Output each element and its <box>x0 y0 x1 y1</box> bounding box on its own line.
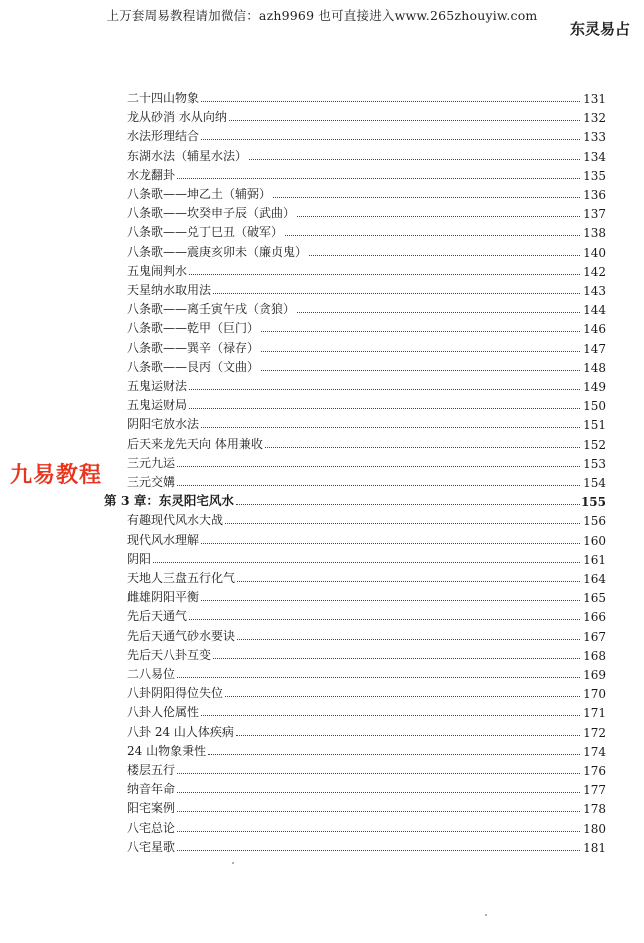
toc-page-number: 172 <box>583 725 606 740</box>
toc-dot-leader <box>261 370 580 371</box>
toc-dot-leader <box>201 101 580 102</box>
toc-entry-title: 24 山物象秉性 <box>127 743 207 758</box>
toc-entry-title: 五鬼运财局 <box>127 398 188 413</box>
toc-dot-leader <box>261 351 580 352</box>
toc-dot-leader <box>265 447 580 448</box>
toc-entry[interactable] <box>0 837 644 855</box>
toc-dot-leader <box>236 504 580 505</box>
toc-entry[interactable] <box>0 222 644 240</box>
toc-entry[interactable] <box>0 357 644 375</box>
toc-page-number: 167 <box>583 629 606 644</box>
toc-entry[interactable] <box>0 414 644 432</box>
toc-entry-title: 阳宅案例 <box>127 801 176 816</box>
toc-entry-title: 三元交媾 <box>127 475 176 489</box>
toc-page-number: 174 <box>583 744 606 759</box>
toc-entry-title: 八条歌——坎癸申子辰（武曲） <box>127 206 296 221</box>
toc-page-number: 181 <box>583 840 606 855</box>
header-url-line: 上万套周易教程请加微信：azh9969 也可直接进入www.265zhouyiw.com <box>106 8 538 23</box>
scan-speck <box>232 862 234 864</box>
toc-entry-title: 二八易位 <box>127 667 176 681</box>
toc-dot-leader <box>177 811 580 812</box>
toc-entry[interactable] <box>0 798 644 816</box>
toc-page-number: 160 <box>583 533 606 548</box>
toc-page-number: 140 <box>583 245 606 260</box>
toc-entry[interactable] <box>0 549 644 567</box>
toc-entry-title: 八卦 24 山人体疾病 <box>127 724 234 739</box>
toc-page-number: 146 <box>583 322 606 337</box>
toc-page-number: 134 <box>583 149 606 164</box>
toc-entry-title: 八条歌——震庚亥卯未（廉贞鬼） <box>127 244 308 259</box>
toc-entry-title: 天地人三盘五行化气 <box>127 571 236 585</box>
toc-entry-title: 五鬼闹判水 <box>127 263 188 278</box>
toc-entry-title: 现代风水理解 <box>127 532 200 547</box>
toc-dot-leader <box>236 735 580 736</box>
toc-page-number: 156 <box>583 514 606 529</box>
toc-entry-title: 水法形理结合 <box>127 129 200 144</box>
toc-dot-leader <box>189 619 580 620</box>
toc-entry[interactable] <box>0 606 644 624</box>
toc-entry-title: 八卦阴阳得位失位 <box>127 686 224 701</box>
toc-page-number: 135 <box>583 168 606 183</box>
toc-entry-title: 三元九运 <box>127 455 176 470</box>
toc-dot-leader <box>177 773 580 774</box>
brand-label: 东灵易占 <box>569 20 630 38</box>
toc-entry[interactable] <box>0 741 644 759</box>
toc-entry[interactable] <box>0 568 644 586</box>
toc-dot-leader <box>249 159 580 160</box>
toc-entry-title: 有趣现代风水大战 <box>127 513 224 528</box>
toc-page-number: 153 <box>583 456 606 471</box>
toc-entry-title: 先后天通气 <box>127 609 188 624</box>
toc-entry-title: 纳音年命 <box>127 782 176 797</box>
toc-page-number: 148 <box>583 360 606 375</box>
toc-page-number: 151 <box>583 418 606 433</box>
toc-entry[interactable] <box>0 530 644 548</box>
toc-dot-leader <box>177 831 580 832</box>
toc-dot-leader <box>189 408 580 409</box>
toc-entry-title: 先后天通气砂水要诀 <box>127 628 236 643</box>
toc-dot-leader <box>213 658 580 659</box>
toc-dot-leader <box>213 293 580 294</box>
watermark-logo: 九易教程 <box>10 463 103 488</box>
toc-page-number: 177 <box>583 783 606 798</box>
toc-dot-leader <box>177 850 580 851</box>
toc-dot-leader <box>177 485 580 486</box>
toc-entry-title: 八宅星歌 <box>127 839 176 854</box>
toc-entry-title: 八条歌——坤乙土（辅弼） <box>127 187 272 201</box>
toc-dot-leader <box>297 216 580 217</box>
toc-dot-leader <box>153 562 580 563</box>
toc-dot-leader <box>177 677 580 678</box>
toc-dot-leader <box>273 197 580 198</box>
toc-entry[interactable] <box>0 818 644 836</box>
toc-entry[interactable] <box>0 280 644 298</box>
toc-entry[interactable] <box>0 261 644 279</box>
toc-page-number: 137 <box>583 207 606 222</box>
toc-dot-leader <box>285 235 580 236</box>
toc-entry-title: 东湖水法（辅星水法） <box>127 148 248 163</box>
toc-dot-leader <box>201 427 580 428</box>
toc-entry-title: 二十四山物象 <box>127 91 200 105</box>
toc-page-number: 136 <box>583 188 606 202</box>
toc-dot-leader <box>177 466 580 467</box>
toc-entry[interactable] <box>0 587 644 605</box>
toc-entry[interactable] <box>0 376 644 394</box>
toc-entry-title: 天星纳水取用法 <box>127 283 212 297</box>
toc-entry[interactable] <box>0 434 644 452</box>
toc-dot-leader <box>297 312 580 313</box>
toc-entry-title: 八条歌——离壬寅午戌（贪狼） <box>127 302 296 317</box>
toc-entry[interactable] <box>0 88 644 106</box>
toc-entry[interactable] <box>0 664 644 682</box>
toc-dot-leader <box>189 389 580 390</box>
toc-dot-leader <box>237 581 580 582</box>
scan-speck <box>485 914 487 916</box>
toc-entry-title: 楼层五行 <box>127 763 176 777</box>
toc-entry-title: 八条歌——艮丙（文曲） <box>127 359 260 374</box>
toc-entry[interactable] <box>0 645 644 663</box>
toc-entry[interactable] <box>0 299 644 317</box>
toc-chapter-entry[interactable] <box>0 491 644 509</box>
toc-entry[interactable] <box>0 472 644 490</box>
toc-page-number: 180 <box>583 821 606 836</box>
toc-entry[interactable] <box>0 760 644 778</box>
toc-dot-leader <box>189 274 580 275</box>
toc-entry-title: 第 3 章：东灵阳宅风水 <box>104 493 234 509</box>
toc-dot-leader <box>261 331 580 332</box>
toc-entry[interactable] <box>0 395 644 413</box>
toc-entry-title: 八卦人伦属性 <box>127 705 200 720</box>
toc-entry-title: 八条歌——巽辛（禄存） <box>127 340 260 355</box>
toc-dot-leader <box>201 139 580 140</box>
toc-entry[interactable] <box>0 626 644 644</box>
toc-entry-title: 先后天八卦互变 <box>127 647 212 662</box>
toc-page-number: 176 <box>583 764 606 778</box>
toc-entry[interactable] <box>0 146 644 164</box>
toc-dot-leader <box>229 120 580 121</box>
toc-page-number: 132 <box>583 111 606 126</box>
toc-entry[interactable] <box>0 453 644 471</box>
toc-entry[interactable] <box>0 165 644 183</box>
toc-dot-leader <box>177 792 580 793</box>
toc-entry[interactable] <box>0 126 644 144</box>
toc-page-number: 155 <box>580 495 606 510</box>
toc-dot-leader <box>201 600 580 601</box>
toc-dot-leader <box>225 523 580 524</box>
toc-entry[interactable] <box>0 722 644 740</box>
toc-page-number: 150 <box>583 399 606 414</box>
toc-entry[interactable] <box>0 107 644 125</box>
toc-entry-title: 八条歌——兑丁巳丑（破军） <box>127 225 284 240</box>
toc-entry[interactable] <box>0 318 644 336</box>
toc-entry[interactable] <box>0 203 644 221</box>
toc-dot-leader <box>201 715 580 716</box>
toc-page-number: 152 <box>583 437 606 452</box>
toc-page-number: 178 <box>583 802 606 817</box>
toc-entry-title: 雌雄阴阳平衡 <box>127 590 200 605</box>
toc-page-number: 161 <box>583 552 606 567</box>
toc-page-number: 138 <box>583 226 606 241</box>
toc-page-number: 169 <box>583 668 606 682</box>
toc-page-number: 131 <box>583 92 606 106</box>
toc-entry[interactable] <box>0 702 644 720</box>
toc-entry-title: 五鬼运财法 <box>127 379 188 393</box>
toc-page-number: 142 <box>583 264 606 279</box>
toc-entry-title: 八宅总论 <box>127 820 176 835</box>
toc-page-number: 149 <box>583 380 606 394</box>
toc-dot-leader <box>237 639 580 640</box>
toc-page-number: 170 <box>583 687 606 702</box>
toc-entry-title: 八条歌——乾甲（巨门） <box>127 321 260 336</box>
toc-page-number: 171 <box>583 706 606 721</box>
toc-dot-leader <box>177 178 580 179</box>
toc-dot-leader <box>309 255 580 256</box>
toc-page-number: 164 <box>583 572 606 586</box>
toc-page-number: 165 <box>583 591 606 606</box>
toc-entry[interactable] <box>0 242 644 260</box>
toc-page-number: 168 <box>583 648 606 663</box>
toc-dot-leader <box>208 754 580 755</box>
toc-entry[interactable] <box>0 184 644 202</box>
toc-page-number: 133 <box>583 130 606 145</box>
toc-page-number: 147 <box>583 341 606 356</box>
toc-entry-title: 阴阳宅放水法 <box>127 417 200 432</box>
toc-dot-leader <box>201 543 580 544</box>
toc-page-number: 144 <box>583 303 606 318</box>
toc-entry[interactable] <box>0 338 644 356</box>
toc-entry-title: 龙从砂消 水从向纳 <box>127 110 227 125</box>
toc-entry[interactable] <box>0 779 644 797</box>
toc-entry[interactable] <box>0 510 644 528</box>
toc-entry-title: 后天来龙先天向 体用兼收 <box>127 436 263 451</box>
toc-page-number: 154 <box>583 476 606 490</box>
toc-entry-title: 水龙翻卦 <box>127 167 176 182</box>
toc-dot-leader <box>225 696 580 697</box>
toc-page-number: 143 <box>583 284 606 298</box>
toc-entry-title: 阴阳 <box>127 551 152 566</box>
toc-page-number: 166 <box>583 610 606 625</box>
toc-entry[interactable] <box>0 683 644 701</box>
